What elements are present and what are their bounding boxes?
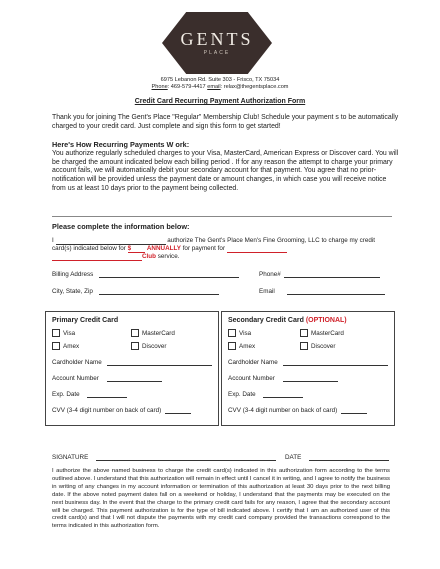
name-field[interactable] [56,238,166,245]
visa-label: Visa [239,329,252,337]
visa-label: Visa [63,329,76,337]
optional-label: (OPTIONAL) [305,317,347,324]
primary-exp-field[interactable] [87,391,127,398]
primary-cvv-field[interactable] [165,407,191,414]
checkbox-icon[interactable] [228,342,236,350]
logo-text [162,12,272,74]
date-label: DATE [285,454,302,461]
primary-account-field[interactable] [107,375,162,382]
mastercard-label: MasterCard [311,329,344,337]
email-field[interactable] [287,288,385,295]
contact-line [0,84,440,91]
billing-label: Billing Address [52,271,94,278]
billing-address-row [52,271,239,278]
phone-value: : 469-579-4417 [167,84,206,90]
authorization-line-3 [52,253,179,261]
city-label: City, State, Zip [52,288,93,295]
account-label: Account Number [52,375,99,382]
checkbox-icon[interactable] [228,329,236,337]
auth-text-1: authorize The Gent's Place Men's Fine Grooming, LLC to charge my credit [167,237,375,244]
secondary-account-field[interactable] [283,375,338,382]
amount-field[interactable] [128,245,146,253]
club-name-field[interactable] [52,254,142,261]
secondary-exp-row [228,391,303,398]
cardholder-label: Cardholder Name [228,359,278,366]
how-heading: Here's How Recurring Payments W ork: [52,140,190,149]
primary-cardholder-field[interactable] [107,359,212,366]
secondary-cvv-field[interactable] [341,407,367,414]
legal-paragraph: I authorize the above named business to charge the credit card(s) indicated in this authorization form according to the terms outlined above. I understand that this authorization will remain in effect until I cancel it in writing, and I agree to notify the business in writing of any changes in my account information or termination of this authorization at least 30 days prior to the next billing date. If the above noted payment dates fall on a weekend or holiday, I understand that the payments may be executed on the next business day. In the event that the charge to the primary credit card fails for any reason, I agree that the secondary account will be charged. This payment authorization is for the type of bill indicated above. I certify that I am an authorized user of this credit card(s) and that I will not dispute the payments with my credit card company provided the transactions correspond to the terms indicated in this authorization form. [52,468,390,530]
checkbox-icon[interactable] [300,342,308,350]
primary-account-row [52,375,162,382]
logo-word: GENTS [180,29,254,49]
secondary-title-text: Secondary Credit Card [228,317,304,324]
amex-label: Amex [63,342,80,350]
secondary-cardholder-field[interactable] [283,359,388,366]
signature-label: SIGNATURE [52,454,89,461]
cardholder-label: Cardholder Name [52,359,102,366]
secondary-visa-option[interactable] [228,329,251,337]
logo-sub: PLACE [203,50,231,56]
secondary-card-box [221,311,395,426]
business-address: 6975 Lebanon Rd. Suite 303 - Frisco, TX 75034 [160,77,280,83]
auth-i: I [52,237,54,244]
secondary-amex-option[interactable] [228,342,255,350]
authorization-line-1 [52,237,375,245]
secondary-mastercard-option[interactable] [300,329,344,337]
billing-field[interactable] [99,271,239,278]
complete-heading: Please complete the information below: [52,222,190,231]
primary-exp-row [52,391,127,398]
checkbox-icon[interactable] [300,329,308,337]
email-label: email [207,84,221,90]
date-row [285,454,389,461]
cvv-label: CVV (3-4 digit number on back of card) [52,407,162,414]
how-paragraph: You authorize regularly scheduled charges to your Visa, MasterCard, American Express or Discover card. You will be charged the amount indicated below each billing period . If for any reason the attempt to charge your primary account fails, we will automatically debit your secondary account for that payment. You agree that no prior-notification will be provided unless the payment date or amount changes, in which case you will receive notice from us at least 10 days prior to the payment being collected. [52,150,399,192]
primary-cvv-row [52,407,191,414]
checkbox-icon[interactable] [52,342,60,350]
city-field[interactable] [99,288,219,295]
signature-field[interactable] [96,454,276,461]
checkbox-icon[interactable] [131,342,139,350]
primary-amex-option[interactable] [52,342,79,350]
exp-label: Exp. Date [52,391,80,398]
mastercard-label: MasterCard [142,329,175,337]
primary-card-title: Primary Credit Card [52,317,119,324]
authorization-line-2 [52,245,287,253]
secondary-card-title [228,317,347,324]
email-value: : relax@thegentsplace.com [220,84,289,90]
section-divider [52,216,392,217]
primary-visa-option[interactable] [52,329,75,337]
checkbox-icon[interactable] [131,329,139,337]
secondary-cardholder-row [228,359,388,366]
phone-label: Phone [151,84,168,90]
discover-label: Discover [142,342,167,350]
city-row [52,288,219,295]
secondary-account-row [228,375,338,382]
secondary-exp-field[interactable] [263,391,303,398]
auth-text-2a: card(s) indicated below for [52,245,126,252]
primary-card-box [45,311,219,426]
email-field-label: Email [259,288,275,295]
checkbox-icon[interactable] [52,329,60,337]
cvv-label: CVV (3-4 digit number on back of card) [228,407,338,414]
auth-text-2b: for payment for [182,245,226,252]
date-field[interactable] [309,454,389,461]
discover-label: Discover [311,342,336,350]
secondary-cvv-row [228,407,367,414]
club-label: Club [142,253,156,260]
annually-label: ANNUALLY [146,245,181,252]
primary-mastercard-option[interactable] [131,329,175,337]
primary-cardholder-row [52,359,212,366]
phone-row [259,271,380,278]
account-label: Account Number [228,375,275,382]
signature-row [52,454,276,461]
primary-discover-option[interactable] [131,342,167,350]
exp-label: Exp. Date [228,391,256,398]
phone-field-label: Phone# [259,271,281,278]
payment-for-field[interactable] [227,246,287,253]
form-title: Credit Card Recurring Payment Authorization Form [134,98,306,105]
service-label: service. [157,253,180,260]
secondary-discover-option[interactable] [300,342,336,350]
amount-symbol: $ [127,245,132,252]
phone-field[interactable] [284,271,380,278]
email-row [259,288,385,295]
intro-paragraph: Thank you for joining The Gent's Place "Regular" Membership Club! Schedule your payment s to be automatically charged to your credit card. Just complete and sign this form to get started! [52,114,399,130]
amex-label: Amex [239,342,256,350]
